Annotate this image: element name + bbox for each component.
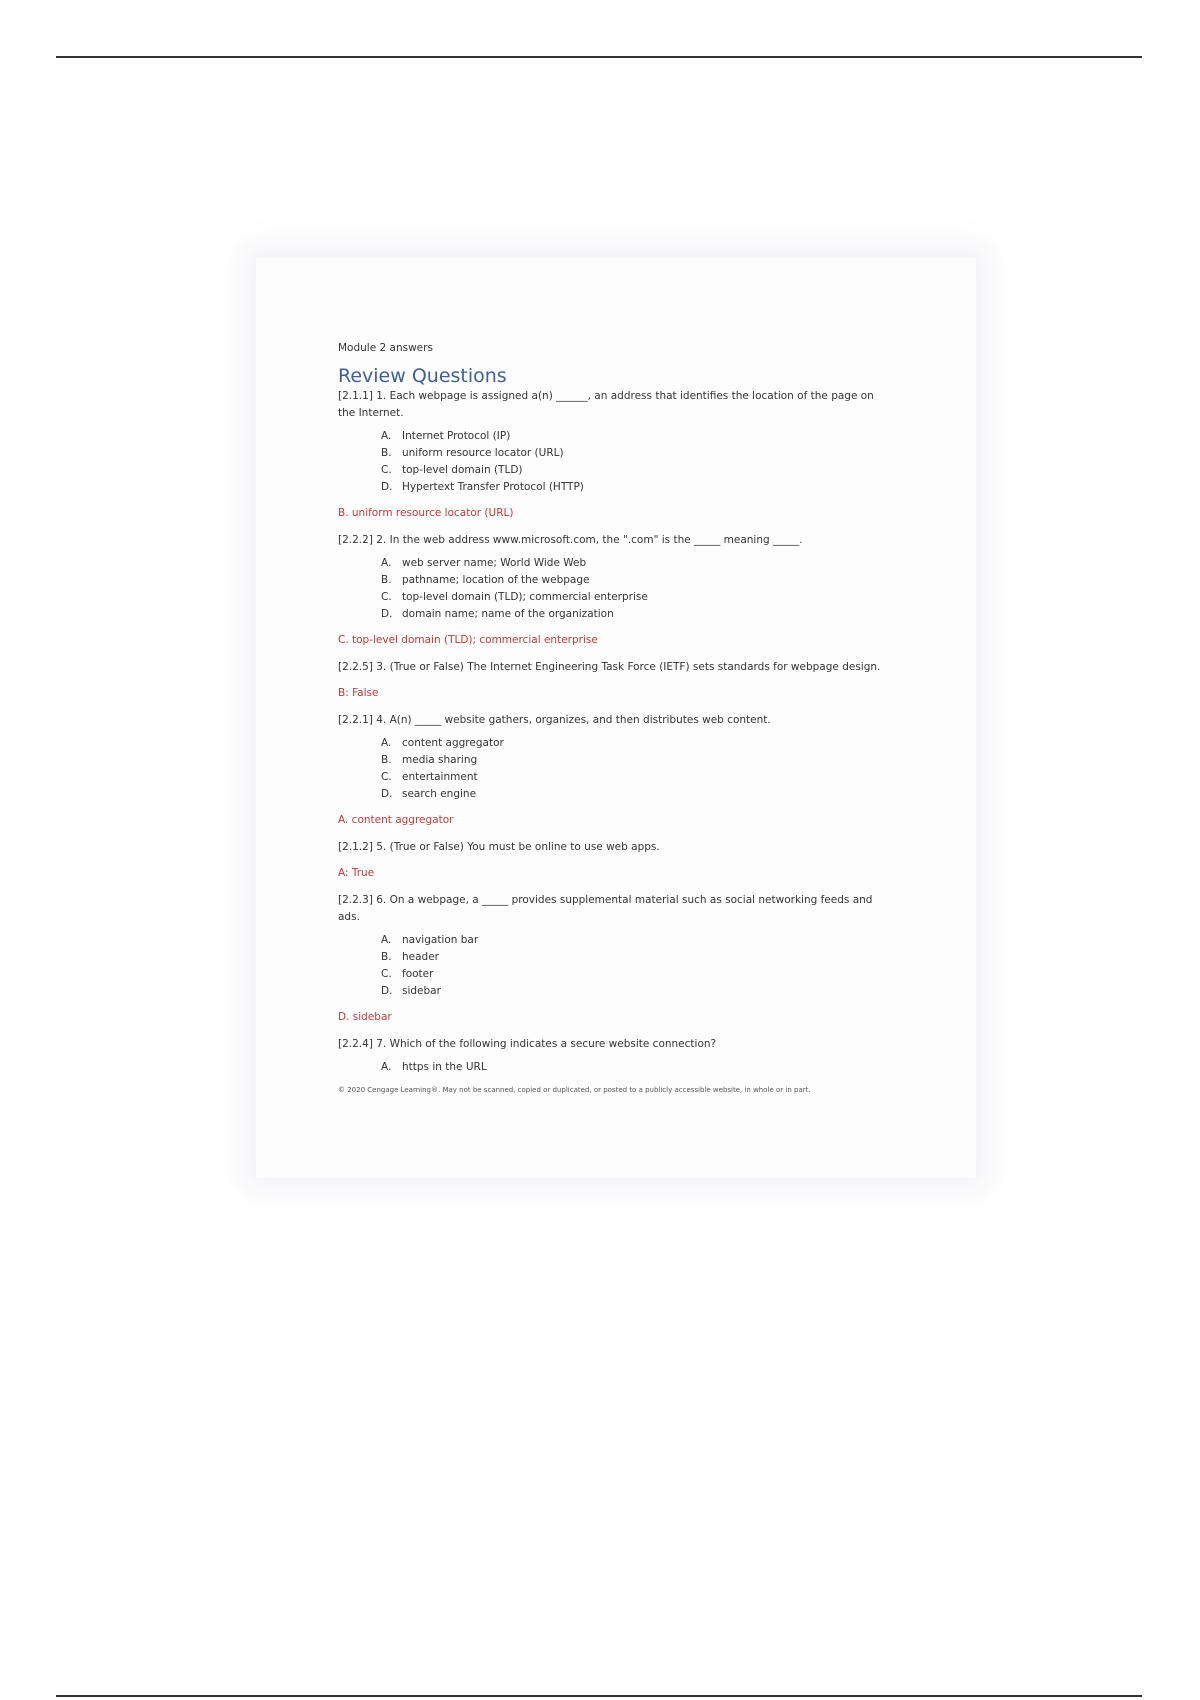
option-text: header bbox=[402, 951, 439, 963]
question-block bbox=[338, 839, 890, 882]
option-text: uniform resource locator (URL) bbox=[402, 447, 564, 459]
question-text: [2.1.2] 5. (True or False) You must be online to use web apps. bbox=[338, 841, 660, 853]
option-list bbox=[338, 932, 890, 1000]
option-item bbox=[381, 786, 890, 803]
option-letter: B. bbox=[381, 754, 392, 766]
option-text: media sharing bbox=[402, 754, 478, 766]
option-text: Internet Protocol (IP) bbox=[402, 430, 511, 442]
option-text: top-level domain (TLD); commercial enterprise bbox=[402, 591, 648, 603]
option-letter: D. bbox=[381, 608, 393, 620]
option-text: Hypertext Transfer Protocol (HTTP) bbox=[402, 481, 584, 493]
question-text: [2.2.3] 6. On a webpage, a _____ provides supplemental material such as social networking feeds and ads. bbox=[338, 894, 873, 923]
option-item bbox=[381, 752, 890, 769]
option-text: navigation bar bbox=[402, 934, 479, 946]
answer-text: C. top-level domain (TLD); commercial enterprise bbox=[338, 634, 598, 646]
question-text: [2.2.2] 2. In the web address www.microsoft.com, the ".com" is the _____ meaning _____. bbox=[338, 534, 803, 546]
question-block bbox=[338, 659, 890, 702]
question-block bbox=[338, 532, 890, 649]
option-letter: A. bbox=[381, 737, 392, 749]
option-letter: A. bbox=[381, 430, 392, 442]
question-text: [2.2.5] 3. (True or False) The Internet Engineering Task Force (IETF) sets standards for webpage design. bbox=[338, 661, 881, 673]
option-text: entertainment bbox=[402, 771, 478, 783]
option-text: top-level domain (TLD) bbox=[402, 464, 523, 476]
option-letter: B. bbox=[381, 951, 392, 963]
option-item bbox=[381, 606, 890, 623]
question-block bbox=[338, 388, 890, 522]
option-list bbox=[338, 555, 890, 623]
option-letter: C. bbox=[381, 464, 392, 476]
option-text: footer bbox=[402, 968, 434, 980]
option-list bbox=[338, 1059, 890, 1076]
option-text: sidebar bbox=[402, 985, 441, 997]
option-letter: C. bbox=[381, 591, 392, 603]
option-item bbox=[381, 589, 890, 606]
option-letter: D. bbox=[381, 985, 393, 997]
option-item bbox=[381, 479, 890, 496]
module-label: Module 2 answers bbox=[338, 342, 433, 354]
option-item bbox=[381, 572, 890, 589]
option-letter: C. bbox=[381, 968, 392, 980]
option-letter: B. bbox=[381, 447, 392, 459]
question-text: [2.1.1] 1. Each webpage is assigned a(n) ______, an address that identifies the location of the page on the Internet. bbox=[338, 390, 874, 419]
option-item bbox=[381, 949, 890, 966]
option-letter: A. bbox=[381, 934, 392, 946]
option-list bbox=[338, 428, 890, 496]
review-questions-heading: Review Questions bbox=[338, 365, 507, 387]
option-item bbox=[381, 735, 890, 752]
option-item bbox=[381, 1059, 890, 1076]
option-item bbox=[381, 428, 890, 445]
option-item bbox=[381, 966, 890, 983]
answer-text: A. content aggregator bbox=[338, 814, 454, 826]
top-rule bbox=[56, 56, 1142, 58]
option-letter: C. bbox=[381, 771, 392, 783]
question-block bbox=[338, 1036, 890, 1076]
option-text: pathname; location of the webpage bbox=[402, 574, 590, 586]
option-item bbox=[381, 462, 890, 479]
option-item bbox=[381, 769, 890, 786]
option-letter: B. bbox=[381, 574, 392, 586]
option-list bbox=[338, 735, 890, 803]
option-text: domain name; name of the organization bbox=[402, 608, 614, 620]
option-item bbox=[381, 445, 890, 462]
answer-text: A: True bbox=[338, 867, 375, 879]
option-item bbox=[381, 555, 890, 572]
option-letter: D. bbox=[381, 788, 393, 800]
option-text: https in the URL bbox=[402, 1061, 487, 1073]
document-content bbox=[338, 338, 890, 1095]
option-item bbox=[381, 932, 890, 949]
copyright-footer: © 2020 Cengage Learning®. May not be scanned, copied or duplicated, or posted to a publicly accessible website, in whole or in part. bbox=[338, 1086, 811, 1094]
option-text: search engine bbox=[402, 788, 477, 800]
bottom-rule bbox=[56, 1695, 1142, 1697]
option-text: web server name; World Wide Web bbox=[402, 557, 587, 569]
option-letter: A. bbox=[381, 557, 392, 569]
option-item bbox=[381, 983, 890, 1000]
answer-text: B: False bbox=[338, 687, 379, 699]
question-text: [2.2.1] 4. A(n) _____ website gathers, organizes, and then distributes web content. bbox=[338, 714, 771, 726]
option-letter: D. bbox=[381, 481, 393, 493]
option-letter: A. bbox=[381, 1061, 392, 1073]
answer-text: D. sidebar bbox=[338, 1011, 392, 1023]
question-text: [2.2.4] 7. Which of the following indicates a secure website connection? bbox=[338, 1038, 717, 1050]
question-block bbox=[338, 712, 890, 829]
option-text: content aggregator bbox=[402, 737, 504, 749]
answer-text: B. uniform resource locator (URL) bbox=[338, 507, 514, 519]
question-block bbox=[338, 892, 890, 1026]
